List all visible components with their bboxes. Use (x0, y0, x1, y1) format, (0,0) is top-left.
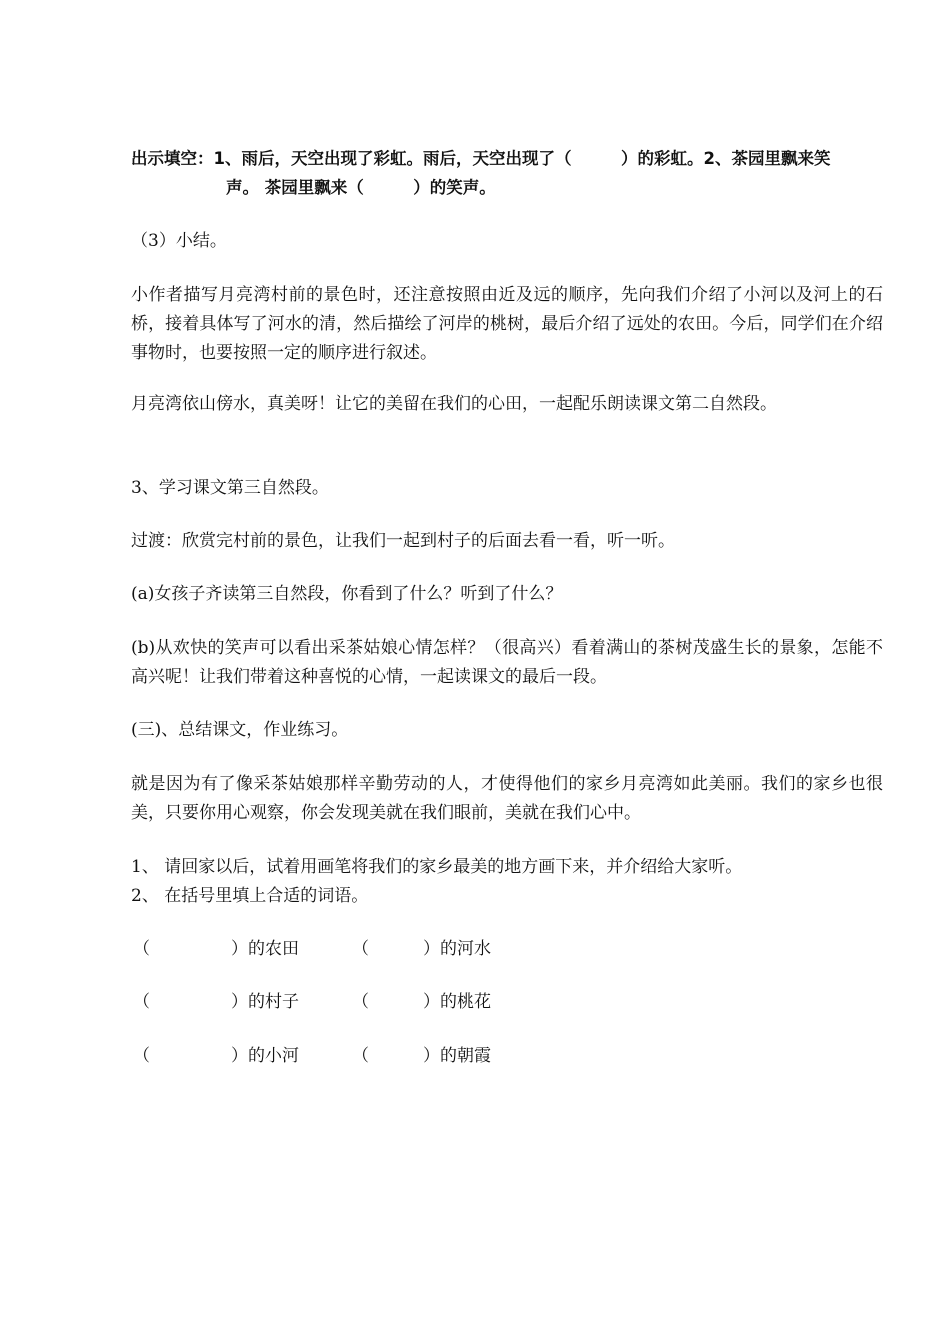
blank-label: ）的桃花 (423, 992, 491, 1012)
summary-paragraph: 小作者描写月亮湾村前的景色时，还注意按照由近及远的顺序，先向我们介绍了小河以及河上的石桥，接着具体写了河水的清，然后描绘了河岸的桃树，最后介绍了远处的农田。今后，同学们在介绍事物时，也要按照一定的顺序进行叙述。 (131, 285, 883, 363)
summary-heading: （3）小结。 (131, 231, 227, 251)
open-paren: （ (352, 992, 369, 1012)
item-b: (b)从欢快的笑声可以看出采茶姑娘心情怎样？（很高兴）看着满山的茶树茂盛生长的景象，怎能不高兴呢！让我们带着这种喜悦的心情，一起读课文的最后一段。 (131, 638, 883, 687)
blank-label: ）的村子 (231, 992, 299, 1012)
item-a: (a)女孩子齐读第三自然段，你看到了什么？听到了什么？ (131, 584, 563, 604)
open-paren: （ (133, 992, 150, 1012)
open-paren: （ (352, 1046, 369, 1066)
part-3-heading: (三)、总结课文，作业练习。 (131, 720, 349, 740)
section-3-heading: 3、学习课文第三自然段。 (131, 478, 329, 498)
homework-item-2: 2、 在括号里填上合适的词语。 (131, 886, 369, 906)
beauty-paragraph: 月亮湾依山傍水，真美呀！让它的美留在我们的心田，一起配乐朗读课文第二自然段。 (131, 394, 777, 414)
blank-label: ）的朝霞 (423, 1046, 491, 1066)
intro-line-1: 出示填空：1、雨后，天空出现了彩虹。雨后，天空出现了（ ）的彩虹。2、茶园里飘来笑 (131, 149, 831, 168)
open-paren: （ (133, 1046, 150, 1066)
blank-label: ）的小河 (231, 1046, 299, 1066)
blank-label: ）的河水 (423, 939, 491, 959)
open-paren: （ (352, 939, 369, 959)
conclusion-paragraph: 就是因为有了像采茶姑娘那样辛勤劳动的人，才使得他们的家乡月亮湾如此美丽。我们的家乡也很美，只要你用心观察，你会发现美就在我们眼前，美就在我们心中。 (131, 774, 883, 823)
intro-line-2: 声。 茶园里飘来（ ）的笑声。 (226, 178, 496, 197)
open-paren: （ (133, 939, 150, 959)
transition-text: 过渡：欣赏完村前的景色，让我们一起到村子的后面去看一看，听一听。 (131, 531, 675, 551)
blank-label: ）的农田 (231, 939, 299, 959)
homework-item-1: 1、 请回家以后，试着用画笔将我们的家乡最美的地方画下来，并介绍给大家听。 (131, 857, 743, 877)
